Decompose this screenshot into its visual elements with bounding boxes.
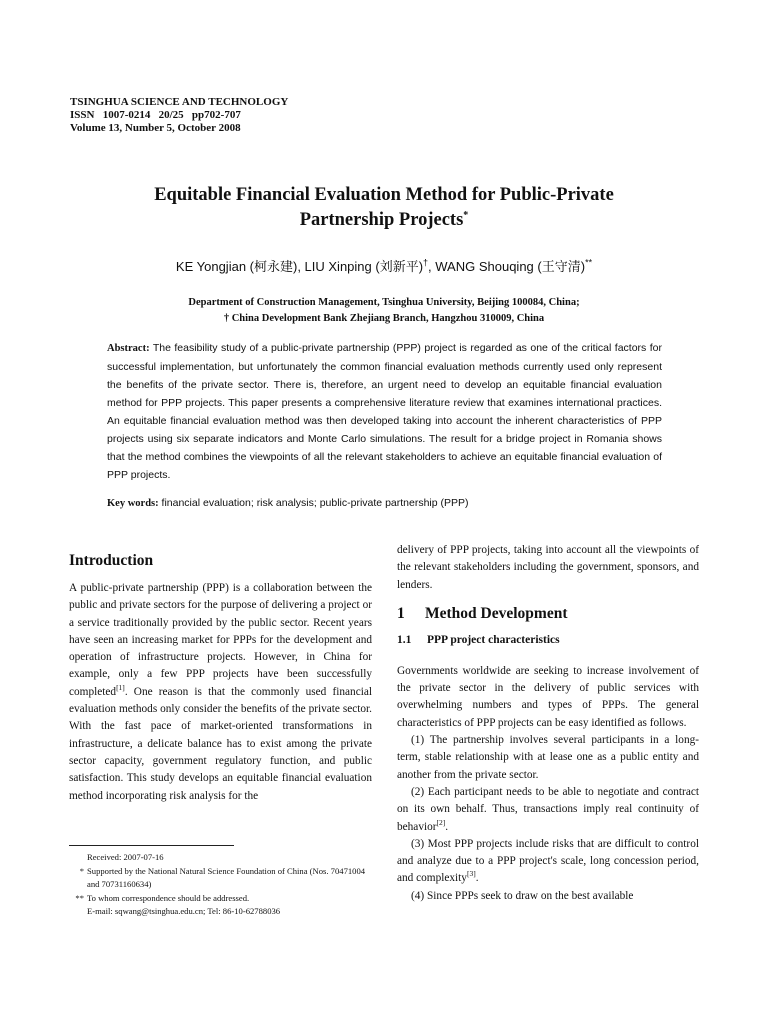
author-mark-corresponding: ** xyxy=(585,257,593,268)
authors-part2: , WANG Shouqing (王守清) xyxy=(428,259,586,274)
affiliations xyxy=(90,295,678,327)
characteristic-item-4: (4) Since PPPs seek to draw on the best available xyxy=(411,889,634,902)
section-1-paragraph: Governments worldwide are seeking to increase involvement of the private sector in the delivery of public services with overwhelming numbers and types of PPPs. The general characteristics of PPP projects can be easy identified as follows. xyxy=(397,664,699,729)
footnote-divider xyxy=(69,845,234,846)
authors-part1: KE Yongjian (柯永建), LIU Xinping (刘新平) xyxy=(175,259,424,274)
keywords-text: financial evaluation; risk analysis; public-private partnership (PPP) xyxy=(158,497,469,509)
footnote-correspondence xyxy=(69,892,374,906)
affiliation-2: † China Development Bank Zhejiang Branch, Hangzhou 310009, China xyxy=(223,313,545,324)
paper-title-line2 xyxy=(90,208,678,233)
introduction-continued: delivery of PPP projects, taking into account all the viewpoints of the relevant stakeholders including the government, sponsors, and lenders. xyxy=(397,544,699,591)
abstract-label: Abstract: xyxy=(107,343,150,354)
abstract xyxy=(107,339,662,484)
subsection-1-1-heading xyxy=(397,631,699,649)
paper-title-line1: Equitable Financial Evaluation Method for Public-Private xyxy=(154,185,614,205)
title-footnote-mark: * xyxy=(463,209,469,221)
support-mark: * xyxy=(79,865,84,876)
intro-text-part2: . One reason is that the commonly used financial evaluation methods only consider the benefits of the private sector. With the fast pace of market-oriented transformations in infrastructure, a delicate balance has to exist among the private sector capacity, government regulatory function, and public satisfaction. This study develops an equitable financial evaluation method incorporating risk analysis for the xyxy=(69,685,372,802)
right-column xyxy=(397,542,699,905)
received-date: Received: 2007-07-16 xyxy=(87,852,164,862)
footnote-received xyxy=(69,851,374,865)
characteristic-item-1: (1) The partnership involves several participants in a long-term, stable relationship with at lease one as a public entity and another from the private sector. xyxy=(397,734,699,781)
subsection-1-1-title: PPP project characteristics xyxy=(427,633,560,646)
introduction-heading: Introduction xyxy=(69,552,154,569)
correspondence-mark: ** xyxy=(75,892,84,903)
section-1-heading xyxy=(397,604,699,624)
left-column xyxy=(69,551,372,805)
item-2-text: (2) Each participant needs to be able to negotiate and contract on its own behalf. Thus, transactions imply real continuity of behavior xyxy=(397,785,699,833)
keywords-label: Key words: xyxy=(107,498,159,509)
footnote-support xyxy=(69,865,374,892)
footnote-contact xyxy=(69,905,374,919)
item-3-end: . xyxy=(475,872,479,885)
item-2-end: . xyxy=(445,820,449,833)
journal-issn: ISSN 1007-0214 20/25 pp702-707 xyxy=(70,109,241,121)
keywords xyxy=(107,495,662,512)
contact-email: E-mail: sqwang@tsinghua.edu.cn; Tel: 86-10-62788036 xyxy=(87,906,281,916)
journal-volume: Volume 13, Number 5, October 2008 xyxy=(70,122,241,134)
item-3-text: (3) Most PPP projects include risks that are difficult to control and analyze due to a PPP project's scale, long concession period, and complexity xyxy=(397,837,699,885)
characteristic-item-2 xyxy=(397,784,699,836)
section-1-number: 1 xyxy=(397,604,405,622)
correspondence-text: To whom correspondence should be addressed. xyxy=(87,892,250,903)
citation-3: [3] xyxy=(466,869,476,879)
characteristic-item-3 xyxy=(397,836,699,888)
section-1-title: Method Development xyxy=(425,604,568,622)
footnotes xyxy=(69,851,374,919)
intro-text-part1: A public-private partnership (PPP) is a collaboration between the public and private sectors for the purpose of delivering a project or a service traditionally provided by the public sector. Recent years have seen an increasing market for PPPs for the development and operation of infrastructure projects. However, in China for example, only a few PPP projects have been successfully completed xyxy=(69,582,372,698)
abstract-text: The feasibility study of a public-private partnership (PPP) project is regarded as one of the critical factors for successful implementation, but unfortunately the common financial evaluation methods currently used only represent the benefits of the private sector. There is, therefore, an urgent need to develop an equitable financial evaluation method for PPP projects. This paper presents a comprehensive literature review that examines international practices. An equitable financial evaluation method was then developed taking into account the inherent characteristics of PPP projects using six separate indicators and Monte Carlo simulations. The result for a bridge project in Romania shows that the method combines the viewpoints of all the relevant stakeholders to achieve an equitable financial evaluation of PPP projects. xyxy=(107,342,662,481)
author-mark-dagger: † xyxy=(423,257,429,268)
introduction-paragraph xyxy=(69,580,372,805)
support-text: Supported by the National Natural Science Foundation of China (Nos. 70471004 and 70731160634) xyxy=(87,865,366,889)
citation-1: [1] xyxy=(116,683,125,693)
journal-name: TSINGHUA SCIENCE AND TECHNOLOGY xyxy=(70,96,289,108)
paper-title xyxy=(90,183,678,233)
paper-title-line2-text: Partnership Projects xyxy=(299,210,464,230)
affiliation-1: Department of Construction Management, Tsinghua University, Beijing 100084, China; xyxy=(188,297,580,308)
subsection-1-1-number: 1.1 xyxy=(397,633,412,646)
citation-2: [2] xyxy=(436,817,446,827)
journal-header xyxy=(70,96,288,135)
author-list xyxy=(90,258,678,276)
